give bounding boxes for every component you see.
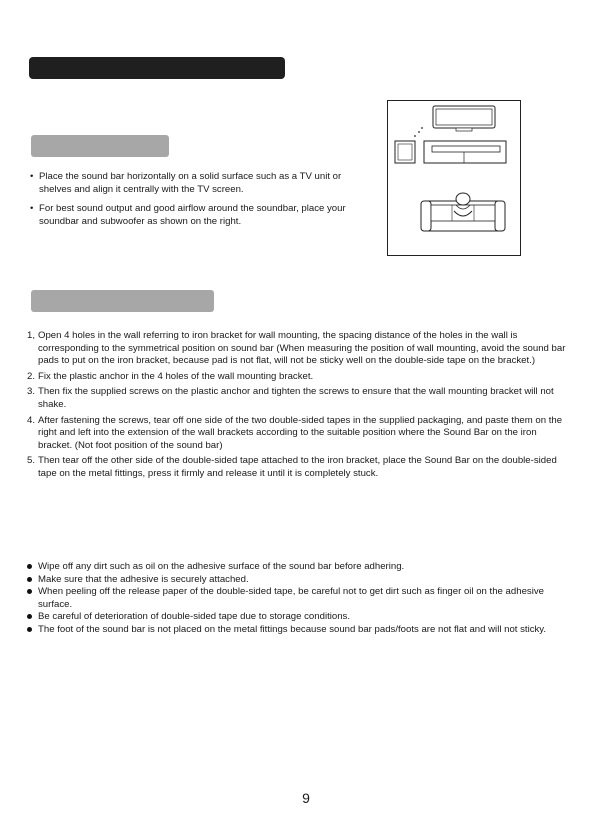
soundbar-icon xyxy=(432,146,500,152)
bullet-icon: • xyxy=(30,203,34,215)
note-text: Be careful of deterioration of double-sided tape due to storage conditions. xyxy=(38,611,351,623)
step-text: Then fix the supplied screws on the plastic anchor and tighten the screws to ensure that the wall mounting bracket will not shake. xyxy=(38,386,554,410)
note-item xyxy=(26,611,574,624)
bullet-icon xyxy=(27,564,32,569)
bullet-icon xyxy=(27,614,32,619)
step-item xyxy=(27,371,572,384)
step-number: 3. xyxy=(27,386,36,398)
bullet-icon xyxy=(27,577,32,582)
placement-item xyxy=(30,203,360,228)
placement-text: For best sound output and good airflow around the soundbar, place your soundbar and subwoofer as shown on the right. xyxy=(39,203,346,227)
note-item xyxy=(26,574,574,587)
bullet-icon: • xyxy=(30,171,34,182)
step-number: 2. xyxy=(27,370,36,382)
step-text: After fastening the screws, tear off one side of the two double-sided tapes in the supplied packaging, and paste them on the right and left into the extension of the wall brackets according to the suitable position where the Sound Bar on the iron bracket. (Not foot position of the sound bar) xyxy=(38,414,563,451)
step-number: 1, xyxy=(27,330,36,341)
wall-mount-subheader-bar xyxy=(31,290,214,312)
section-header-bar xyxy=(29,57,285,79)
step-item xyxy=(27,415,572,453)
placement-item xyxy=(30,171,360,196)
step-item xyxy=(27,455,572,480)
step-number: 4. xyxy=(27,414,36,426)
room-layout-illustration xyxy=(388,101,520,255)
step-item xyxy=(27,386,572,411)
step-item xyxy=(27,330,572,368)
bullet-icon xyxy=(27,627,32,632)
note-item xyxy=(26,561,574,574)
note-item xyxy=(26,586,574,611)
note-text: Wipe off any dirt such as oil on the adhesive surface of the sound bar before adhering. xyxy=(38,561,405,572)
page-number: 9 xyxy=(302,790,310,806)
placement-diagram xyxy=(387,100,521,256)
step-text: Then tear off the other side of the double-sided tape attached to the iron bracket, place the Sound Bar on the double-sided tape on the metal fittings, press it firmly and release it until it is completely stuck. xyxy=(38,455,557,479)
placement-subheader-bar xyxy=(31,135,169,157)
note-text: When peeling off the release paper of the double-sided tape, be careful not to get dirt such as finger oil on the adhesive surface. xyxy=(38,586,544,610)
step-text: Open 4 holes in the wall referring to iron bracket for wall mounting, the spacing distance of the holes in the wall is corresponding to the symmetrical position on sound bar (When measuring the position of wall mounting, avoid the sound bar pads to put on the iron bracket, because pad is not flat, will not be sticky well on the double-side tape on the bracket.) xyxy=(38,330,566,367)
step-text: Fix the plastic anchor in the 4 holes of the wall mounting bracket. xyxy=(38,370,314,382)
placement-text: Place the sound bar horizontally on a solid surface such as a TV unit or shelves and align it centrally with the TV screen. xyxy=(39,171,342,195)
step-number: 5. xyxy=(27,455,36,467)
placement-list xyxy=(30,171,360,235)
note-text: Make sure that the adhesive is securely attached. xyxy=(38,573,249,585)
notes-list xyxy=(26,561,574,637)
note-item xyxy=(26,624,574,637)
bullet-icon xyxy=(27,589,32,594)
wall-mount-steps xyxy=(27,330,572,484)
note-text: The foot of the sound bar is not placed on the metal fittings because sound bar pads/foots are not flat and will not sticky. xyxy=(38,623,547,635)
